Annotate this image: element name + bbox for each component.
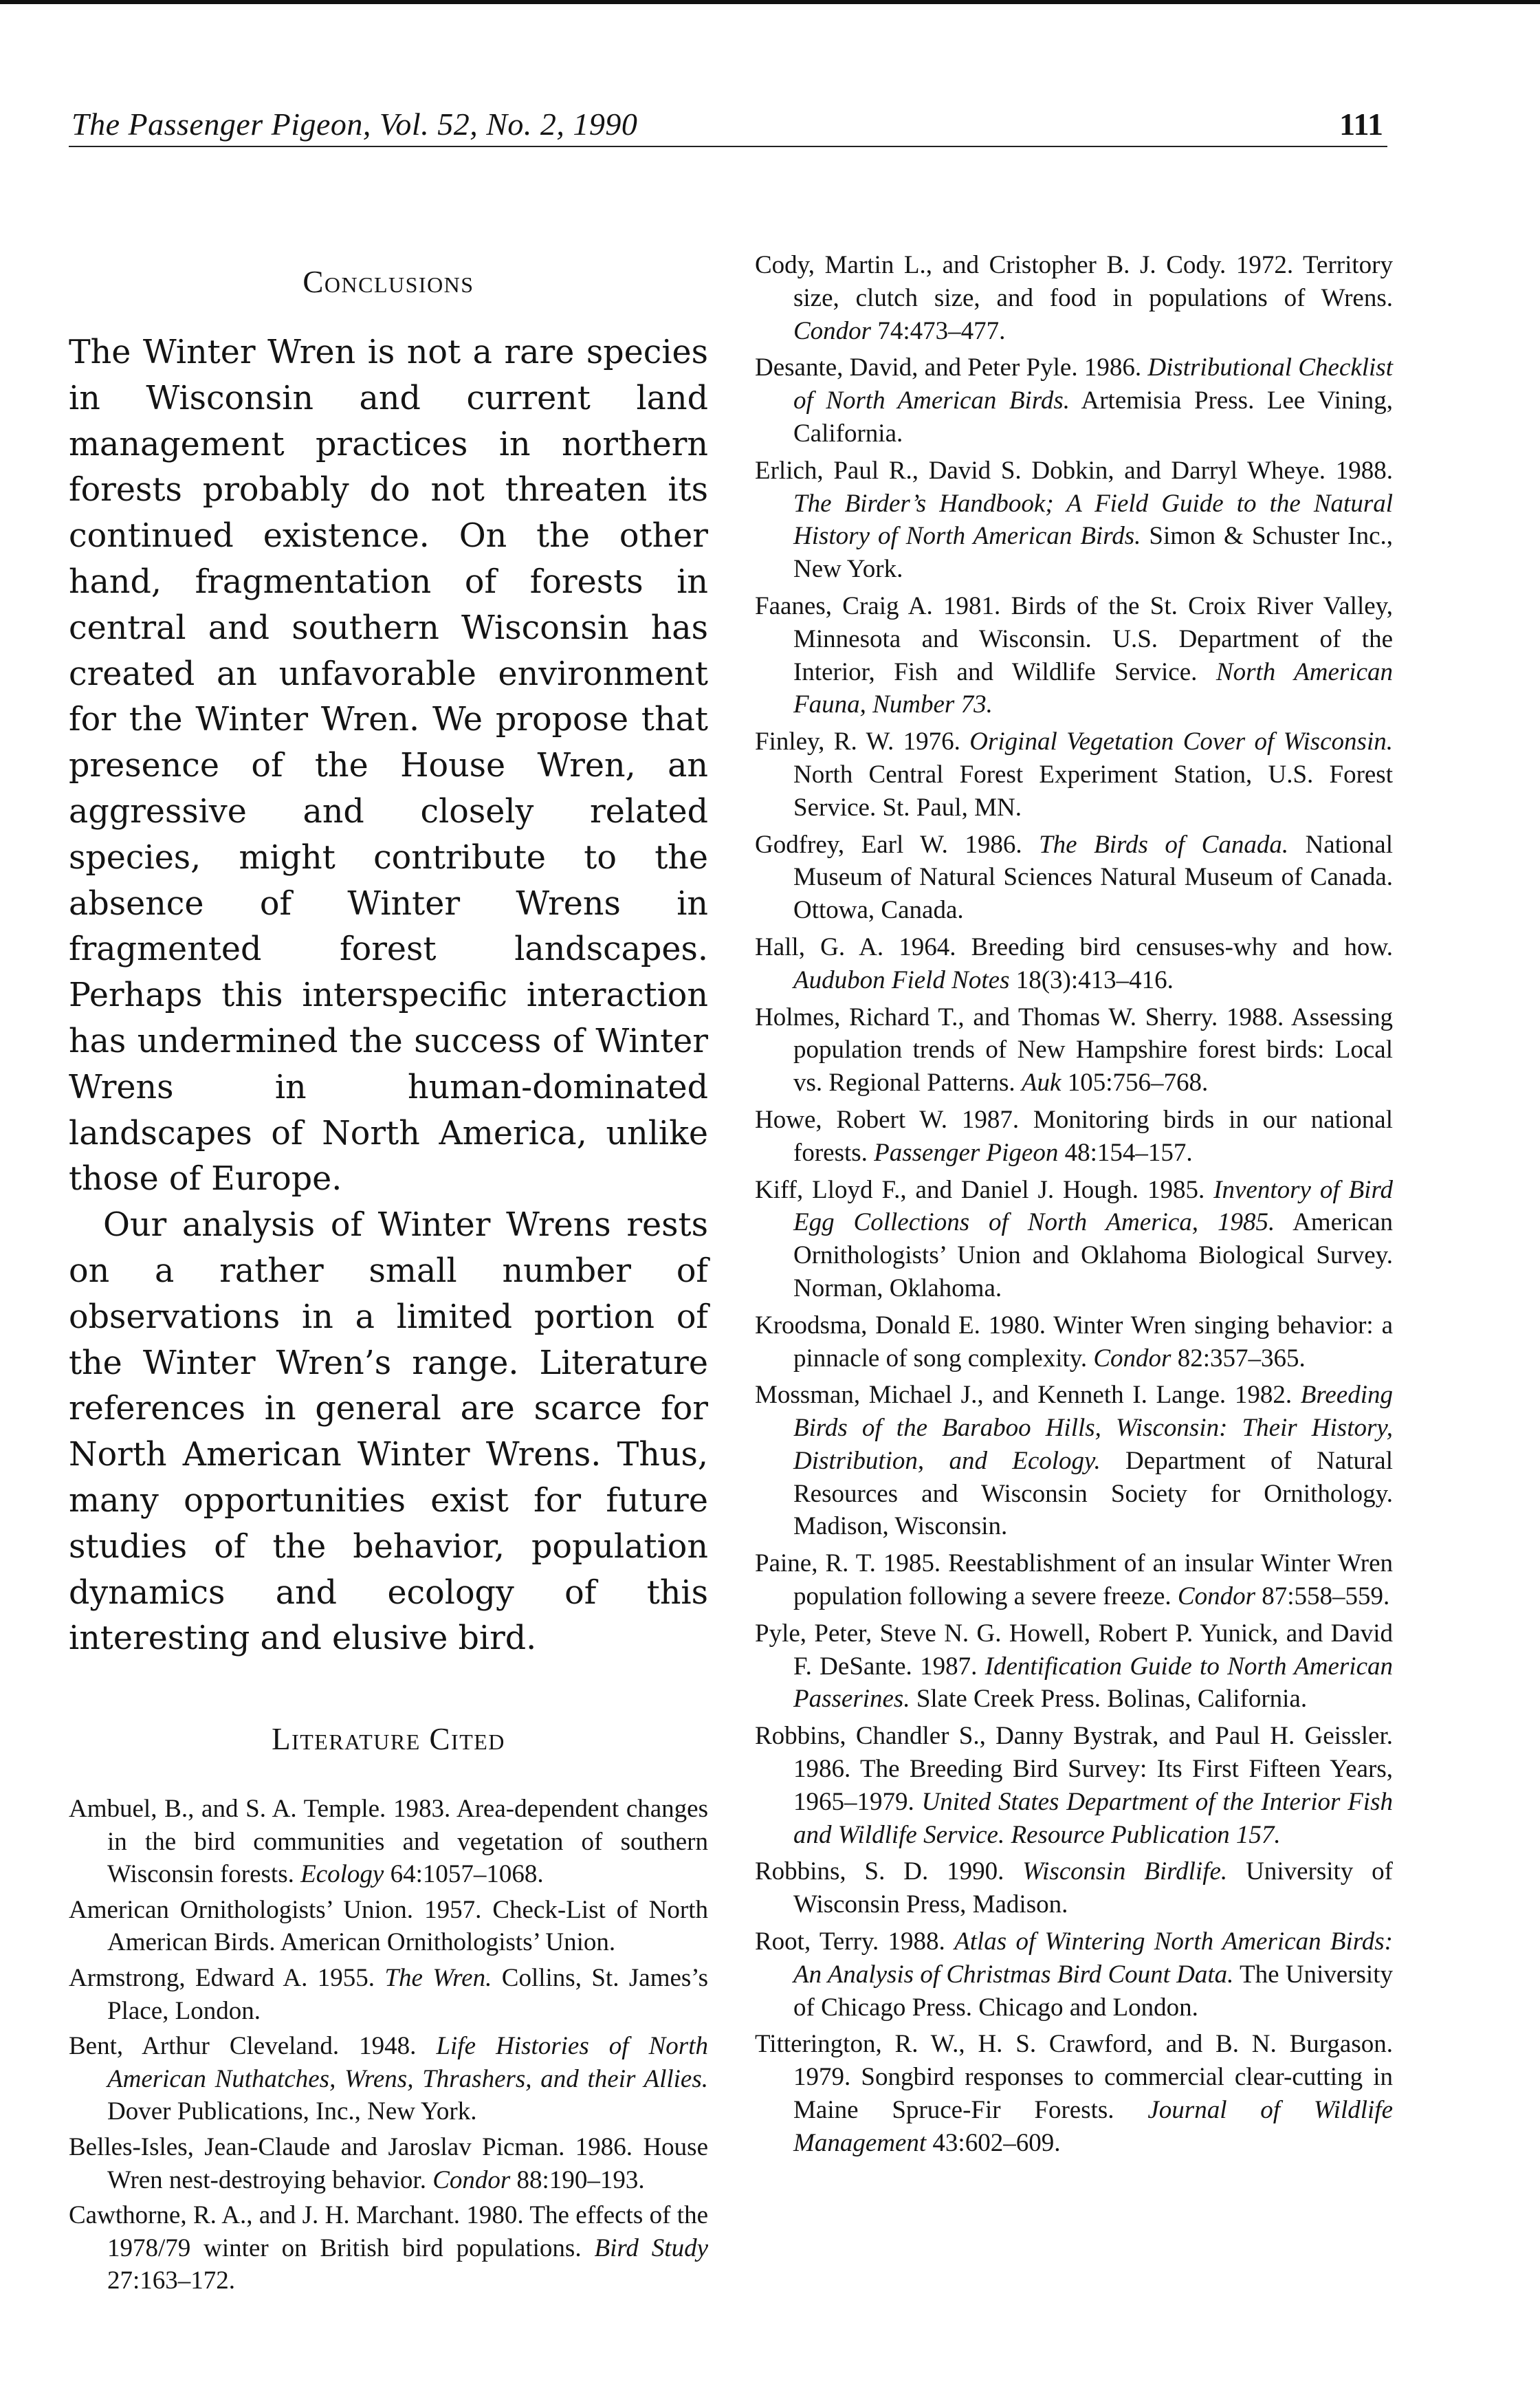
reference-details: 43:602–609. <box>926 2128 1061 2157</box>
reference-source-title: The Birder’s Handbook; A Field Guide to the Natural History of North American Birds. <box>793 489 1393 551</box>
reference-source-title: Distributional Checklist of North American Birds. <box>793 353 1393 415</box>
reference-source-title: Original Vegetation Cover of Wisconsin. <box>969 728 1393 756</box>
reference-entry <box>755 1001 1393 1100</box>
reference-source-title: The Birds of Canada. <box>1039 830 1289 859</box>
reference-details: 74:473–477. <box>871 316 1006 345</box>
reference-details: 82:357–365. <box>1171 1344 1306 1373</box>
reference-text: Cody, Martin L., and Cristopher B. J. Cody. 1972. Territory size, clutch size, and food in populations of Wrens. <box>755 251 1393 312</box>
reference-text: Ambuel, B., and S. A. Temple. 1983. Area-dependent changes in the bird communities and vegetation of southern Wisconsin forests. <box>69 1795 708 1889</box>
reference-source-title: United States Department of the Interior Fish and Wildlife Service. Resource Publication 157. <box>793 1787 1393 1849</box>
reference-source-title: Auk <box>1021 1069 1062 1097</box>
reference-details: 87:558–559. <box>1255 1582 1390 1611</box>
literature-cited-heading: Literature Cited <box>272 1722 505 1757</box>
reference-text: Pyle, Peter, Steve N. G. Howell, Robert P. Yunick, and David F. DeSante. 1987. <box>755 1619 1393 1681</box>
reference-entry <box>755 1309 1393 1375</box>
page-number: 111 <box>1339 107 1383 142</box>
conclusions-paragraph-1: The Winter Wren is not a rare species in Wisconsin and current land management practices in northern forests probably do not threaten its continued existence. On the other hand, fragmentation of forests in central and southern Wisconsin has created an unfavorable environment for the Winter Wren. We propose that presence of the House Wren, an aggressive and closely related species, might contribute to the absence of Winter Wrens in fragmented forest landscapes. Perhaps this interspecific interaction has undermined the success of Winter Wrens in human-dominated landscapes of North America, unlike those of Europe. <box>69 334 708 1199</box>
reference-details: Dover Publications, Inc., New York. <box>107 2097 477 2126</box>
reference-text: Finley, R. W. 1976. <box>755 728 970 756</box>
reference-text: Bent, Arthur Cleveland. 1948. <box>69 2032 437 2061</box>
reference-details: 64:1057–1068. <box>384 1860 544 1889</box>
reference-text: Erlich, Paul R., David S. Dobkin, and Darryl Wheye. 1988. <box>755 456 1393 485</box>
reference-text: American Ornithologists’ Union. 1957. Check-List of North American Birds. American Ornithologists’ Union. <box>69 1895 708 1957</box>
reference-text: Godfrey, Earl W. 1986. <box>755 830 1040 859</box>
reference-entry <box>755 249 1393 347</box>
reference-entry <box>755 1104 1393 1170</box>
reference-details: University of Wisconsin Press, Madison. <box>793 1857 1394 1919</box>
reference-details: Simon & Schuster Inc., New York. <box>793 522 1393 584</box>
top-rule <box>0 0 1540 4</box>
reference-entry <box>755 2028 1393 2159</box>
reference-source-title: Wisconsin Birdlife. <box>1022 1857 1228 1886</box>
reference-entry <box>69 2199 708 2297</box>
reference-list-left <box>69 1793 708 2297</box>
reference-entry <box>755 931 1393 997</box>
reference-details: 88:190–193. <box>510 2165 645 2194</box>
reference-entry <box>69 2030 708 2128</box>
running-header <box>69 103 1387 147</box>
reference-entry <box>755 1174 1393 1305</box>
reference-details: Collins, St. James’s Place, London. <box>107 1964 708 2025</box>
reference-details: 27:163–172. <box>107 2266 236 2295</box>
reference-details: 18(3):413–416. <box>1009 965 1174 994</box>
reference-entry <box>755 590 1393 721</box>
reference-entry <box>755 1925 1393 2024</box>
reference-entry <box>755 1720 1393 1851</box>
reference-source-title: Condor <box>432 2165 511 2194</box>
reference-entry <box>69 1793 708 1891</box>
reference-source-title: North American Fauna, Number 73. <box>793 657 1393 719</box>
reference-text: Kiff, Lloyd F., and Daniel J. Hough. 1985. <box>755 1175 1214 1204</box>
reference-source-title: Life Histories of North American Nuthatches, Wrens, Thrashers, and their Allies. <box>107 2032 708 2093</box>
reference-source-title: Condor <box>1177 1582 1255 1611</box>
reference-entry <box>755 351 1393 450</box>
reference-text: Holmes, Richard T., and Thomas W. Sherry. 1988. Assessing population trends of New Hampshire forest birds: Local vs. Regional Patterns. <box>755 1003 1393 1097</box>
reference-details: 48:154–157. <box>1058 1138 1193 1167</box>
conclusions-paragraph-2: Our analysis of Winter Wrens rests on a rather small number of observations in a limited portion of the Winter Wren’s range. Literature references in general are scarce for North American Winter Wrens. Thus, many opportunities exist for future studies of the behavior, population dynamics and ecology of this interesting and elusive bird. <box>69 1206 708 1658</box>
reference-list-right <box>755 249 1393 2164</box>
reference-details: American Ornithologists’ Union and Oklahoma Biological Survey. Norman, Oklahoma. <box>793 1208 1393 1302</box>
reference-entry <box>755 1547 1393 1613</box>
reference-text: Hall, G. A. 1964. Breeding bird censuses-why and how. <box>755 932 1393 961</box>
reference-source-title: Condor <box>1093 1344 1172 1373</box>
reference-source-title: The Wren. <box>384 1964 492 1993</box>
left-column <box>69 248 708 2300</box>
reference-entry <box>755 829 1393 927</box>
reference-text: Robbins, S. D. 1990. <box>755 1857 1023 1886</box>
reference-text: Mossman, Michael J., and Kenneth I. Lange. 1982. <box>755 1381 1301 1410</box>
reference-source-title: Ecology <box>300 1860 384 1889</box>
reference-source-title: Condor <box>793 316 872 345</box>
reference-details: Artemisia Press. Lee Vining, California. <box>793 386 1393 448</box>
reference-text: Howe, Robert W. 1987. Monitoring birds in our national forests. <box>755 1105 1393 1167</box>
reference-source-title: Inventory of Bird Egg Collections of North America, 1985. <box>793 1175 1393 1237</box>
journal-citation: The Passenger Pigeon, Vol. 52, No. 2, 1990 <box>72 107 638 142</box>
reference-text: Armstrong, Edward A. 1955. <box>69 1964 385 1993</box>
reference-text: Root, Terry. 1988. <box>755 1927 955 1956</box>
reference-entry <box>755 1617 1393 1716</box>
reference-entry <box>755 455 1393 586</box>
reference-text: Robbins, Chandler S., Danny Bystrak, and Paul H. Geissler. 1986. The Breeding Bird Survey: Its First Fifteen Years, 1965–1979. <box>755 1722 1393 1816</box>
reference-source-title: Bird Study <box>594 2233 708 2262</box>
reference-details: 105:756–768. <box>1061 1069 1209 1097</box>
reference-text: Faanes, Craig A. 1981. Birds of the St. Croix River Valley, Minnesota and Wisconsin. U.S. Department of the Interior, Fish and Wildlife Service. <box>755 591 1393 686</box>
reference-text: Desante, David, and Peter Pyle. 1986. <box>755 353 1148 382</box>
reference-text: Paine, R. T. 1985. Reestablishment of an insular Winter Wren population following a severe freeze. <box>755 1549 1393 1611</box>
reference-text: Titterington, R. W., H. S. Crawford, and B. N. Burgason. 1979. Songbird responses to commercial clear-cutting in Maine Spruce-Fir Forests. <box>755 2030 1393 2125</box>
reference-source-title: Journal of Wildlife Management <box>793 2096 1393 2157</box>
reference-details: North Central Forest Experiment Station, U.S. Forest Service. St. Paul, MN. <box>793 760 1393 822</box>
reference-text: Kroodsma, Donald E. 1980. Winter Wren singing behavior: a pinnacle of song complexity. <box>755 1311 1393 1373</box>
reference-source-title: Identification Guide to North American Passerines. <box>793 1652 1393 1714</box>
reference-text: Belles-Isles, Jean-Claude and Jaroslav Picman. 1986. House Wren nest-destroying behavior. <box>69 2133 708 2194</box>
reference-entry <box>69 1962 708 2027</box>
reference-source-title: Passenger Pigeon <box>874 1138 1059 1167</box>
reference-entry <box>755 1379 1393 1543</box>
reference-entry <box>69 2131 708 2196</box>
conclusions-heading: Conclusions <box>302 265 474 299</box>
reference-source-title: Breeding Birds of the Baraboo Hills, Wisconsin: Their History, Distribution, and Ecology. <box>793 1381 1393 1475</box>
reference-source-title: Atlas of Wintering North American Birds: An Analysis of Christmas Bird Count Data. <box>793 1927 1393 1989</box>
reference-entry <box>755 725 1393 824</box>
reference-details: National Museum of Natural Sciences Natural Museum of Canada. Ottowa, Canada. <box>793 830 1393 925</box>
reference-text: Cawthorne, R. A., and J. H. Marchant. 1980. The effects of the 1978/79 winter on British bird populations. <box>69 2201 708 2262</box>
reference-entry <box>755 1855 1393 1921</box>
reference-details: Department of Natural Resources and Wisconsin Society for Ornithology. Madison, Wisconsin. <box>793 1446 1393 1541</box>
reference-details: The University of Chicago Press. Chicago and London. <box>793 1960 1393 2022</box>
reference-entry <box>69 1894 708 1959</box>
reference-source-title: Audubon Field Notes <box>793 965 1010 994</box>
reference-details: Slate Creek Press. Bolinas, California. <box>910 1685 1308 1714</box>
